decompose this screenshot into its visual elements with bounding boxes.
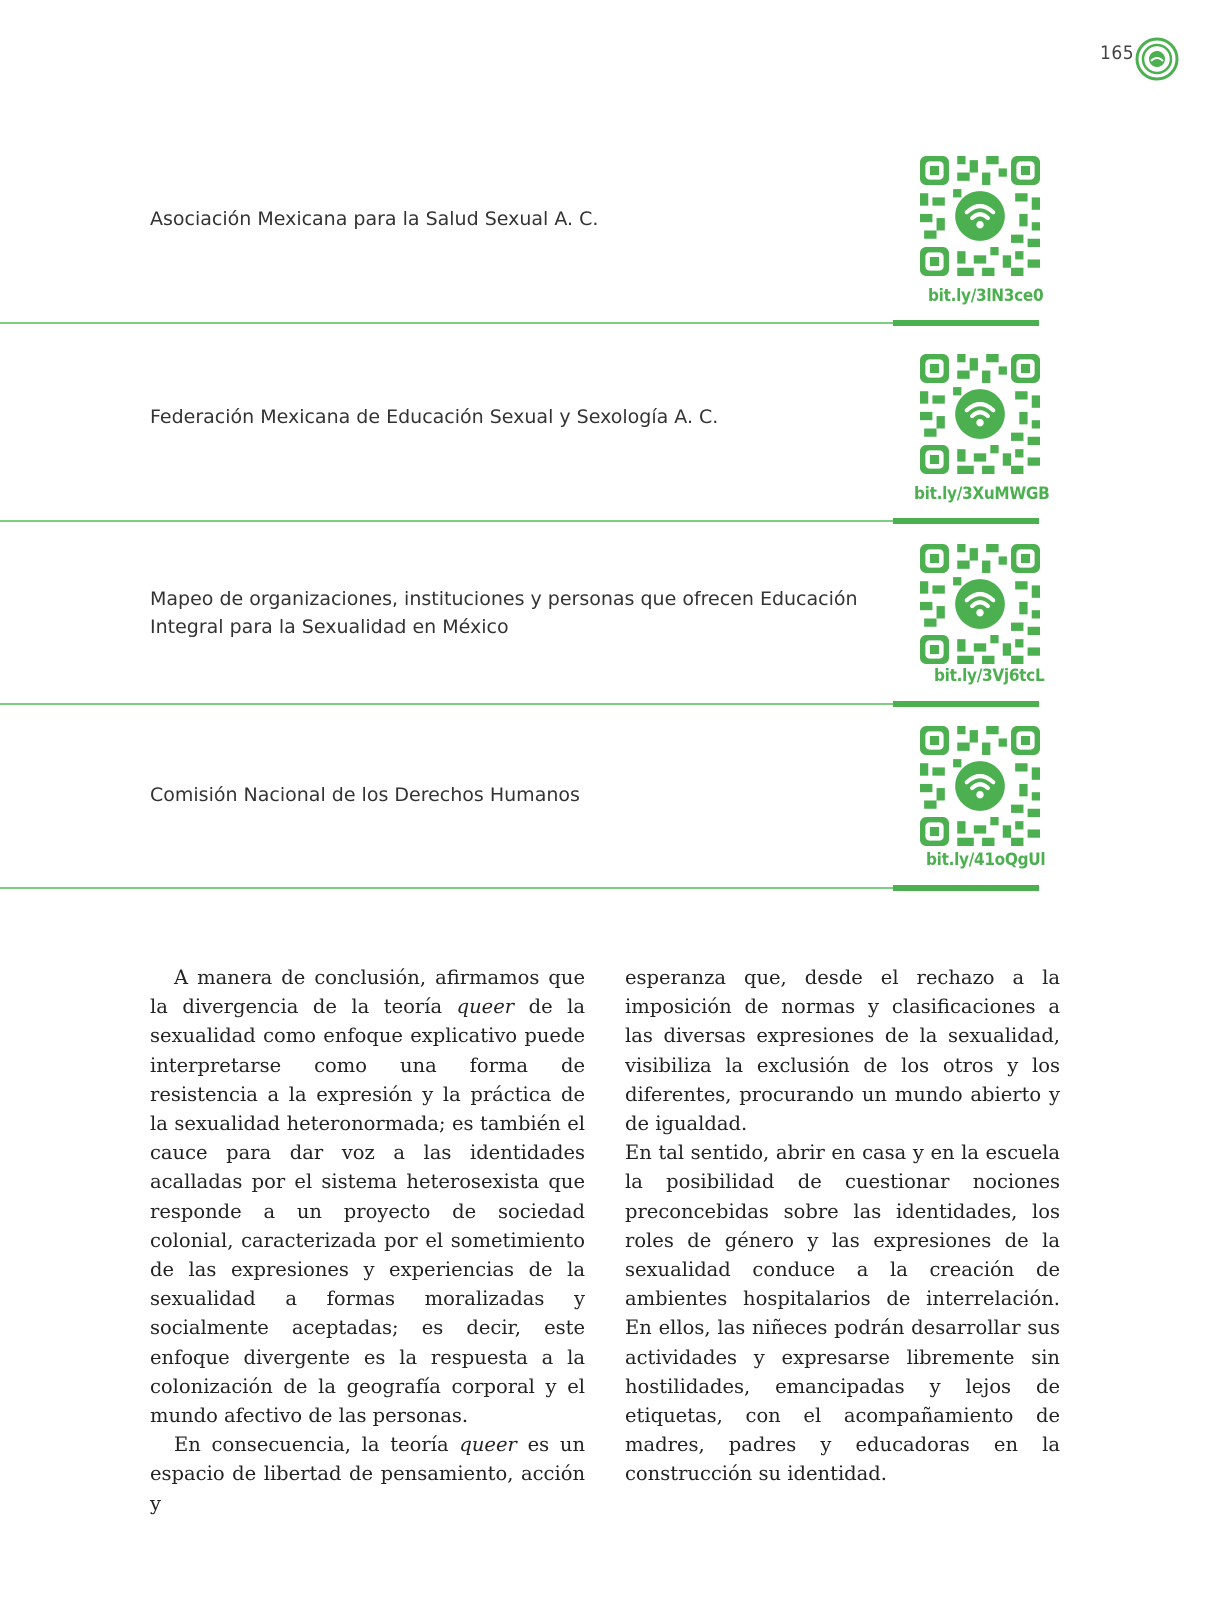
paragraph: En consecuencia, la teoría queer es un espacio de libertad de pensamiento, acción y [150,1433,586,1515]
resource-label: Comisión Nacional de los Derechos Humanos [150,784,580,806]
qr-code-icon[interactable] [920,726,1040,846]
qr-code-icon[interactable] [920,354,1040,474]
globe-book-icon [1135,37,1179,81]
divider [0,322,895,324]
paragraph: A manera de conclusión, afirmamos que la divergencia de la teoría queer de la sexualidad como enfoque explicativo puede interpretarse como una forma de resistencia a la expresión y la práctica de la sexualidad heteronormada; es también el cauce para dar voz a las identidades acalladas por el sistema heterosexista que responde a un proyecto de sociedad colonial, caracterizada por el sometimiento de las expresiones y experiencias de la sexualidad a formas moralizadas y socialmente aceptadas; es decir, este enfoque divergente es la respuesta a la colonización de la geografía corporal y el mundo afectivo de las personas. [150,966,585,1428]
resource-entry [0,722,1060,894]
divider [0,703,895,705]
resource-entry [0,538,1060,710]
resource-entry [0,150,1060,330]
text-column-right [625,963,1060,1518]
paragraph: En tal sentido, abrir en casa y en la escuela la posibilidad de cuestionar nociones preconcebidas sobre las identidades, los roles de género y las expresiones de la sexualidad conduce a la creación de ambientes hospitalarios de interrelación. En ellos, las niñeces podrán desarrollar sus actividades y expresarse libremente sin hostilidades, emancipadas y lejos de etiquetas, con el acompañamiento de madres, padres y educadoras en la construcción su identidad. [625,1141,1060,1486]
resource-entry [0,348,1060,528]
resource-link[interactable]: bit.ly/3Vj6tcL [934,666,1045,686]
resource-label: Federación Mexicana de Educación Sexual y Sexología A. C. [150,406,719,428]
qr-code-icon[interactable] [920,156,1040,276]
text-column-left [150,963,585,1518]
resource-label: Mapeo de organizaciones, instituciones y personas que ofrecen Educación Integral para la Sexualidad en México [150,588,858,638]
conclusion-text [150,963,1060,1518]
divider-accent [893,320,1039,326]
divider-accent [893,885,1039,891]
divider-accent [893,701,1039,707]
resource-label: Asociación Mexicana para la Salud Sexual A. C. [150,208,599,230]
paragraph: esperanza que, desde el rechazo a la imposición de normas y clasificaciones a las diversas expresiones de la sexualidad, visibiliza la exclusión de los otros y los diferentes, procurando un mundo abierto y de igualdad. [625,966,1060,1136]
resource-link[interactable]: bit.ly/41oQgUl [926,850,1046,870]
qr-code-icon[interactable] [920,544,1040,664]
resource-link[interactable]: bit.ly/3XuMWGB [914,484,1050,504]
divider [0,887,895,889]
resource-link[interactable]: bit.ly/3lN3ce0 [928,286,1044,306]
divider-accent [893,518,1039,524]
divider [0,520,895,522]
page-number: 165 [1100,42,1135,64]
